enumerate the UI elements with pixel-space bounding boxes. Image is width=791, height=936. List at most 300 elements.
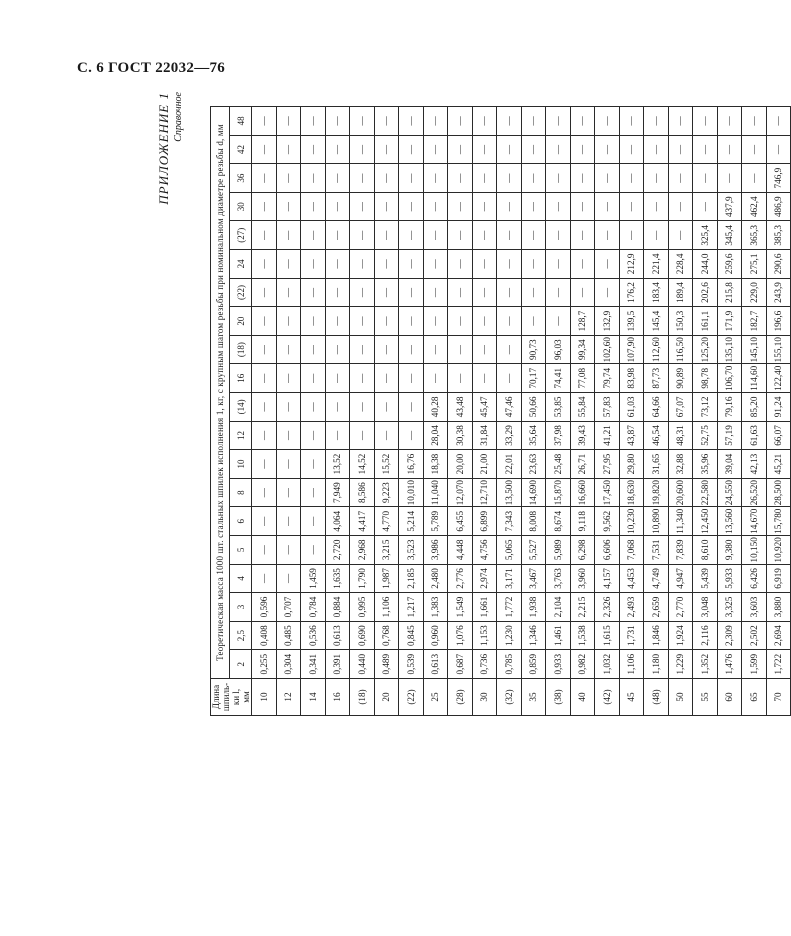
mass-cell: 3,467 [521,564,546,593]
mass-cell: — [350,278,375,307]
mass-cell: 87,73 [644,364,669,393]
mass-cell: 3,325 [717,593,742,622]
diameter-header: 2,5 [230,621,252,650]
mass-cell: 106,70 [717,364,742,393]
mass-cell: — [325,278,350,307]
mass-cell: — [521,278,546,307]
mass-cell: — [570,250,595,279]
mass-cell: 0,859 [521,650,546,679]
mass-cell: — [472,364,497,393]
table-row [423,107,448,716]
mass-cell: 40,28 [423,393,448,422]
mass-cell: 1,106 [374,593,399,622]
mass-cell: 13,560 [717,507,742,536]
mass-cell: 486,9 [766,192,791,221]
mass-cell: — [595,278,620,307]
mass-cell: 2,502 [742,621,767,650]
mass-cell: — [521,164,546,193]
mass-cell: — [570,278,595,307]
mass-cell: — [252,364,277,393]
mass-cell: — [374,192,399,221]
mass-cell: — [252,536,277,565]
length-cell: (28) [448,679,473,716]
mass-cell: — [668,164,693,193]
mass-cell: 229,0 [742,278,767,307]
mass-cell: 259,6 [717,250,742,279]
mass-cell: 2,968 [350,536,375,565]
mass-cell: — [595,192,620,221]
diameter-header: 24 [230,250,252,279]
mass-cell: 221,4 [644,250,669,279]
corner-header [211,679,252,716]
mass-cell: 50,66 [521,393,546,422]
mass-table [210,106,791,716]
mass-cell: — [374,421,399,450]
mass-cell: 5,439 [693,564,718,593]
mass-cell: — [497,278,522,307]
mass-cell: 2,493 [619,593,644,622]
mass-cell: 6,426 [742,564,767,593]
mass-cell: 42,13 [742,450,767,479]
mass-cell: — [399,421,424,450]
mass-cell: — [668,135,693,164]
mass-cell: 17,450 [595,478,620,507]
diameter-header: (14) [230,393,252,422]
mass-cell: 57,83 [595,393,620,422]
mass-cell: 6,455 [448,507,473,536]
mass-cell: 1,076 [448,621,473,650]
mass-cell: — [301,536,326,565]
mass-cell: 2,770 [668,593,693,622]
mass-cell: — [252,421,277,450]
mass-cell: — [644,135,669,164]
mass-cell: — [301,335,326,364]
mass-cell: — [374,164,399,193]
mass-cell: — [252,450,277,479]
diameter-header: (27) [230,221,252,250]
mass-cell: 31,65 [644,450,669,479]
mass-cell: 112,60 [644,335,669,364]
mass-cell: 57,19 [717,421,742,450]
mass-cell: — [301,192,326,221]
mass-cell: — [399,221,424,250]
mass-cell: — [252,107,277,136]
mass-cell: — [546,192,571,221]
mass-cell: 1,217 [399,593,424,622]
rotated-page-content [150,92,784,716]
mass-cell: 35,64 [521,421,546,450]
mass-cell: 98,78 [693,364,718,393]
mass-cell: 67,07 [668,393,693,422]
mass-cell: 2,694 [766,621,791,650]
mass-cell: — [644,192,669,221]
mass-cell: 48,31 [668,421,693,450]
mass-cell: — [252,478,277,507]
mass-cell: — [301,421,326,450]
mass-cell: 4,749 [644,564,669,593]
mass-cell: 70,17 [521,364,546,393]
mass-cell: — [276,421,301,450]
mass-cell: — [301,278,326,307]
diameter-header: 8 [230,478,252,507]
mass-cell: — [448,250,473,279]
mass-cell: — [276,364,301,393]
mass-cell: 29,80 [619,450,644,479]
mass-cell: — [399,250,424,279]
diameter-header: 48 [230,107,252,136]
mass-cell: 10,230 [619,507,644,536]
diameter-header: 3 [230,593,252,622]
mass-cell: 18,630 [619,478,644,507]
mass-cell: 4,157 [595,564,620,593]
length-cell: 16 [325,679,350,716]
table-row [497,107,522,716]
mass-cell: 4,064 [325,507,350,536]
mass-cell: 114,60 [742,364,767,393]
mass-cell: — [252,135,277,164]
mass-cell: 228,4 [668,250,693,279]
mass-cell: 61,03 [619,393,644,422]
table-row [350,107,375,716]
diameter-header: 2 [230,650,252,679]
mass-cell: 1,230 [497,621,522,650]
mass-cell: 96,03 [546,335,571,364]
table-row [644,107,669,716]
mass-cell: 125,20 [693,335,718,364]
mass-cell: — [301,107,326,136]
mass-cell: 183,4 [644,278,669,307]
mass-cell: 43,48 [448,393,473,422]
mass-cell: 15,52 [374,450,399,479]
mass-cell: 26,520 [742,478,767,507]
mass-cell: — [301,135,326,164]
mass-cell: — [644,164,669,193]
mass-cell: — [472,335,497,364]
mass-cell: — [252,507,277,536]
mass-cell: 1,180 [644,650,669,679]
mass-cell: 128,7 [570,307,595,336]
mass-cell: 91,24 [766,393,791,422]
mass-cell: 32,88 [668,450,693,479]
mass-cell: 275,1 [742,250,767,279]
mass-cell: 1,987 [374,564,399,593]
mass-cell: — [668,221,693,250]
mass-cell: — [374,135,399,164]
mass-cell: — [276,278,301,307]
mass-cell: 0,489 [374,650,399,679]
mass-cell: 83,98 [619,364,644,393]
mass-cell: — [668,107,693,136]
table-row [301,107,326,716]
mass-cell: — [374,107,399,136]
mass-cell: 189,4 [668,278,693,307]
mass-cell: — [595,164,620,193]
mass-cell: — [301,450,326,479]
mass-cell: 2,309 [717,621,742,650]
mass-cell: 2,659 [644,593,669,622]
mass-cell: 13,500 [497,478,522,507]
mass-cell: 0,845 [399,621,424,650]
mass-cell: 21,00 [472,450,497,479]
mass-cell: 290,6 [766,250,791,279]
mass-cell: 135,10 [717,335,742,364]
length-cell: 65 [742,679,767,716]
mass-cell: — [276,164,301,193]
corner-line-1: Длина [211,684,221,710]
mass-cell: 66,07 [766,421,791,450]
mass-cell: 24,550 [717,478,742,507]
mass-cell: — [252,307,277,336]
mass-cell: — [668,192,693,221]
mass-cell: 2,116 [693,621,718,650]
length-cell: 50 [668,679,693,716]
mass-cell: 150,3 [668,307,693,336]
mass-cell: 3,986 [423,536,448,565]
mass-cell: — [276,135,301,164]
mass-cell: 12,710 [472,478,497,507]
mass-cell: 0,736 [472,650,497,679]
mass-cell: — [276,393,301,422]
mass-cell: 0,536 [301,621,326,650]
mass-cell: 52,75 [693,421,718,450]
length-cell: (38) [546,679,571,716]
mass-cell: 14,670 [742,507,767,536]
mass-cell: — [570,221,595,250]
length-cell: 10 [252,679,277,716]
length-cell: 40 [570,679,595,716]
mass-cell: — [497,307,522,336]
mass-cell: — [350,364,375,393]
diameter-header: 20 [230,307,252,336]
table-row [766,107,791,716]
mass-cell: 10,920 [766,536,791,565]
mass-cell: 3,171 [497,564,522,593]
length-cell: 30 [472,679,497,716]
mass-cell: 11,040 [423,478,448,507]
mass-cell: — [619,192,644,221]
mass-cell: — [570,135,595,164]
mass-cell: 99,34 [570,335,595,364]
mass-cell: — [570,192,595,221]
length-cell: (22) [399,679,424,716]
mass-cell: — [546,250,571,279]
mass-cell: — [521,107,546,136]
mass-cell: — [350,250,375,279]
mass-cell: — [423,107,448,136]
mass-cell: 15,870 [546,478,571,507]
mass-cell: 4,417 [350,507,375,536]
mass-cell: — [252,393,277,422]
mass-cell: — [497,164,522,193]
mass-cell: — [497,135,522,164]
mass-cell: 5,789 [423,507,448,536]
mass-cell: — [325,307,350,336]
mass-cell: — [742,135,767,164]
mass-cell: 4,770 [374,507,399,536]
mass-cell: 16,660 [570,478,595,507]
mass-cell: 28,04 [423,421,448,450]
mass-cell: 1,772 [497,593,522,622]
mass-cell: 0,785 [497,650,522,679]
table-row [619,107,644,716]
mass-cell: 0,690 [350,621,375,650]
mass-cell: 1,549 [448,593,473,622]
mass-cell: 385,3 [766,221,791,250]
page-header: С. 6 ГОСТ 22032—76 [77,60,226,76]
mass-cell: 79,74 [595,364,620,393]
mass-cell: 0,982 [570,650,595,679]
mass-cell: 1,661 [472,593,497,622]
mass-cell: — [521,250,546,279]
mass-cell: — [350,393,375,422]
mass-cell: — [350,135,375,164]
mass-cell: — [276,507,301,536]
mass-cell: 64,66 [644,393,669,422]
mass-cell: — [448,164,473,193]
mass-cell: — [472,192,497,221]
mass-cell: — [619,135,644,164]
mass-cell: 161,1 [693,307,718,336]
mass-cell: — [472,107,497,136]
mass-cell: 12,070 [448,478,473,507]
mass-cell: 41,21 [595,421,620,450]
mass-cell: 8,674 [546,507,571,536]
mass-cell: 3,603 [742,593,767,622]
table-row [399,107,424,716]
mass-cell: — [399,278,424,307]
mass-cell: 145,4 [644,307,669,336]
mass-cell: — [497,107,522,136]
mass-cell: 1,346 [521,621,546,650]
mass-cell: 18,38 [423,450,448,479]
mass-cell: 39,04 [717,450,742,479]
appendix-subtitle: Справочное [173,92,184,142]
mass-cell: — [766,135,791,164]
mass-cell: 1,032 [595,650,620,679]
mass-cell: 0,304 [276,650,301,679]
mass-cell: 13,52 [325,450,350,479]
mass-cell: — [423,164,448,193]
mass-cell: — [301,221,326,250]
mass-cell: 23,63 [521,450,546,479]
mass-cell: 9,562 [595,507,620,536]
mass-cell: 171,9 [717,307,742,336]
mass-cell: 6,606 [595,536,620,565]
mass-cell: 10,010 [399,478,424,507]
mass-cell: — [644,221,669,250]
mass-cell: 139,5 [619,307,644,336]
mass-cell: 0,960 [423,621,448,650]
mass-cell: 3,763 [546,564,571,593]
mass-cell: — [252,564,277,593]
mass-cell: 202,6 [693,278,718,307]
length-cell: 14 [301,679,326,716]
mass-cell: 4,947 [668,564,693,593]
mass-cell: — [546,221,571,250]
mass-cell: 5,933 [717,564,742,593]
mass-cell: 43,87 [619,421,644,450]
mass-cell: 0,341 [301,650,326,679]
mass-cell: — [595,250,620,279]
table-row [276,107,301,716]
diameter-header: 12 [230,421,252,450]
diameter-header: 42 [230,135,252,164]
mass-cell: 9,223 [374,478,399,507]
mass-cell: 4,756 [472,536,497,565]
diameter-header: (18) [230,335,252,364]
mass-cell: 0,613 [423,650,448,679]
mass-cell: 182,7 [742,307,767,336]
mass-cell: 0,933 [546,650,571,679]
mass-cell: — [423,278,448,307]
mass-cell: 2,215 [570,593,595,622]
mass-cell: 11,340 [668,507,693,536]
mass-cell: 155,10 [766,335,791,364]
mass-cell: — [595,221,620,250]
mass-cell: — [742,164,767,193]
mass-cell: 37,98 [546,421,571,450]
mass-cell: 73,12 [693,393,718,422]
mass-cell: — [325,421,350,450]
mass-cell: — [301,478,326,507]
mass-cell: 20,600 [668,478,693,507]
mass-cell: — [472,135,497,164]
mass-cell: — [374,221,399,250]
mass-cell: 1,538 [570,621,595,650]
mass-cell: 0,596 [252,593,277,622]
mass-cell: — [546,307,571,336]
mass-cell: 212,9 [619,250,644,279]
mass-cell: 5,989 [546,536,571,565]
mass-cell: — [497,250,522,279]
mass-cell: — [399,364,424,393]
mass-cell: — [423,335,448,364]
mass-cell: — [252,164,277,193]
mass-cell: 2,104 [546,593,571,622]
mass-cell: 90,89 [668,364,693,393]
mass-cell: — [252,335,277,364]
mass-cell: — [693,135,718,164]
mass-cell: 16,76 [399,450,424,479]
mass-cell: — [276,536,301,565]
mass-cell: 61,63 [742,421,767,450]
mass-cell: 7,949 [325,478,350,507]
table-row [374,107,399,716]
mass-cell: — [448,307,473,336]
mass-cell: 39,43 [570,421,595,450]
mass-cell: — [325,250,350,279]
mass-cell: — [399,107,424,136]
mass-cell: 102,60 [595,335,620,364]
mass-cell: — [448,192,473,221]
mass-cell: 107,90 [619,335,644,364]
mass-cell: — [325,364,350,393]
mass-cell: 4,453 [619,564,644,593]
mass-cell: — [350,107,375,136]
table-row [521,107,546,716]
mass-cell: — [521,192,546,221]
mass-cell: — [350,164,375,193]
mass-cell: — [350,335,375,364]
mass-cell: 0,784 [301,593,326,622]
table-row [546,107,571,716]
mass-cell: 0,613 [325,621,350,650]
mass-cell: — [350,307,375,336]
mass-cell: 55,84 [570,393,595,422]
corner-line-3: ки l, [231,688,241,706]
mass-cell: 1,459 [301,564,326,593]
mass-cell: 28,500 [766,478,791,507]
